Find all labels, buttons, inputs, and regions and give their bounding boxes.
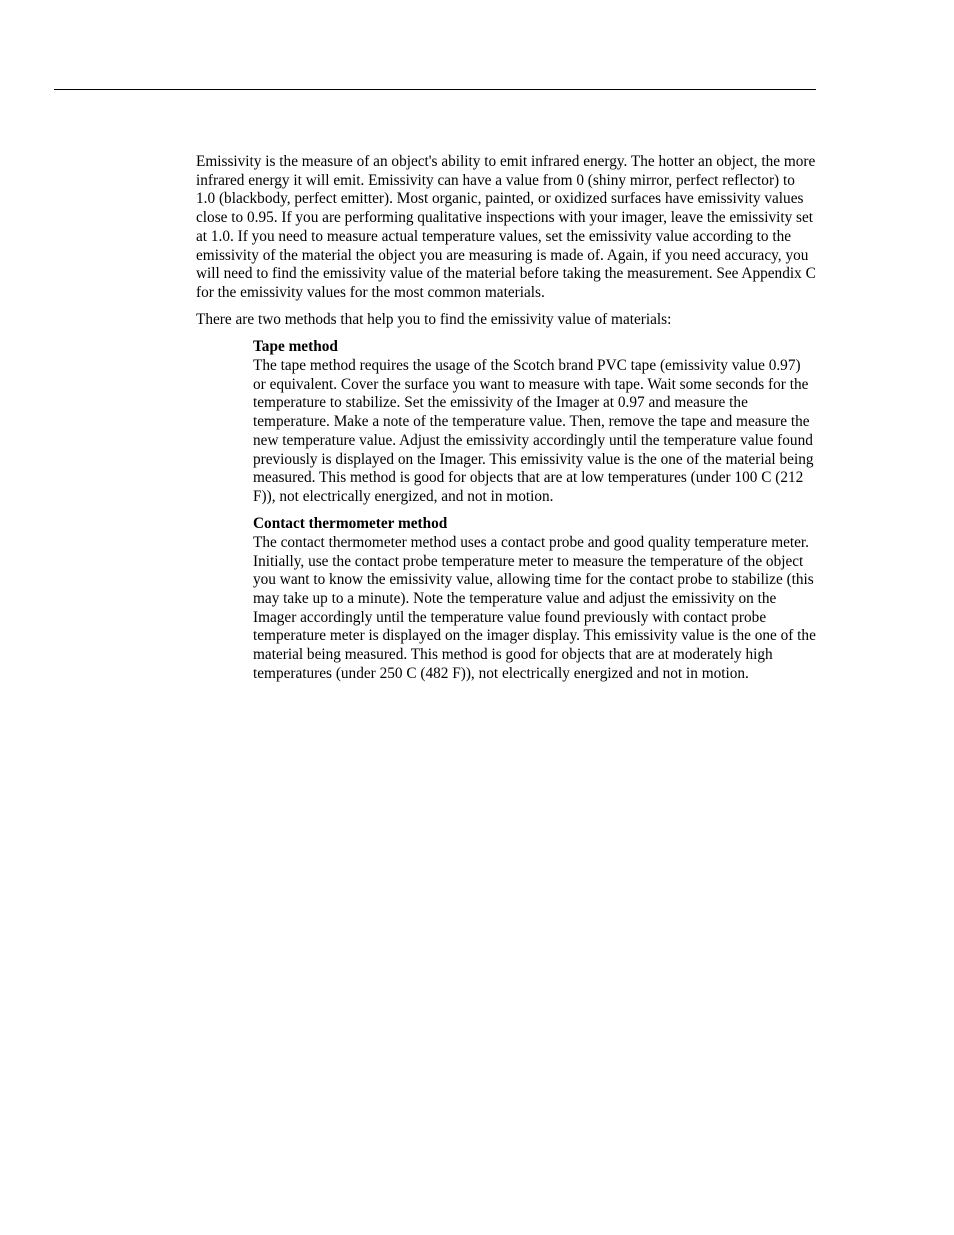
tape-method-section — [253, 338, 816, 506]
page-body — [196, 153, 816, 692]
intro-paragraph: Emissivity is the measure of an object's ability to emit infrared energy. The hotter an object, the more infrared energy it will emit. Emissivity can have a value from 0 (shiny mirror, perfect reflector) to 1.0 (blackbody, perfect emitter). Most organic, painted, or oxidized surfaces have emissivity values close to 0.95. If you are performing qualitative inspections with your imager, leave the emissivity set at 1.0. If you need to measure actual temperature values, set the emissivity value according to the emissivity of the material the object you are measuring is made of. Again, if you need accuracy, you will need to find the emissivity value of the material before taking the measurement. See Appendix C for the emissivity values for the most common materials. — [196, 153, 816, 301]
tape-method-body: The tape method requires the usage of the Scotch brand PVC tape (emissivity value 0.97) or equivalent. Cover the surface you want to measure with tape. Wait some seconds for the temperature to stabilize. Set the emissivity of the Imager at 0.97 and measure the temperature. Make a note of the temperature value. Then, remove the tape and measure the new temperature value. Adjust the emissivity accordingly until the temperature value found previously is displayed on the Imager. This emissivity value is the one of the material being measured. This method is good for objects that are at low temperatures (under 100 C (212 F)), not electrically energized, and not in motion. — [253, 357, 814, 505]
contact-thermometer-method-section — [253, 515, 816, 683]
tape-method-title: Tape method — [253, 338, 338, 356]
contact-thermometer-method-body: The contact thermometer method uses a contact probe and good quality temperature meter. Initially, use the contact probe temperature meter to measure the temperature of the object you want to know the emissivity value, allowing time for the contact probe to stabilize (this may take up to a minute). Note the temperature value and adjust the emissivity on the Imager accordingly until the temperature value found previously with contact probe temperature meter is displayed on the imager display. This emissivity value is the one of the material being measured. This method is good for objects that are at moderately high temperatures (under 250 C (482 F)), not electrically energized and not in motion. — [253, 533, 816, 682]
contact-thermometer-method-title: Contact thermometer method — [253, 515, 448, 533]
methods-lead-paragraph: There are two methods that help you to find the emissivity value of materials: — [196, 311, 672, 329]
header-rule — [54, 89, 816, 90]
